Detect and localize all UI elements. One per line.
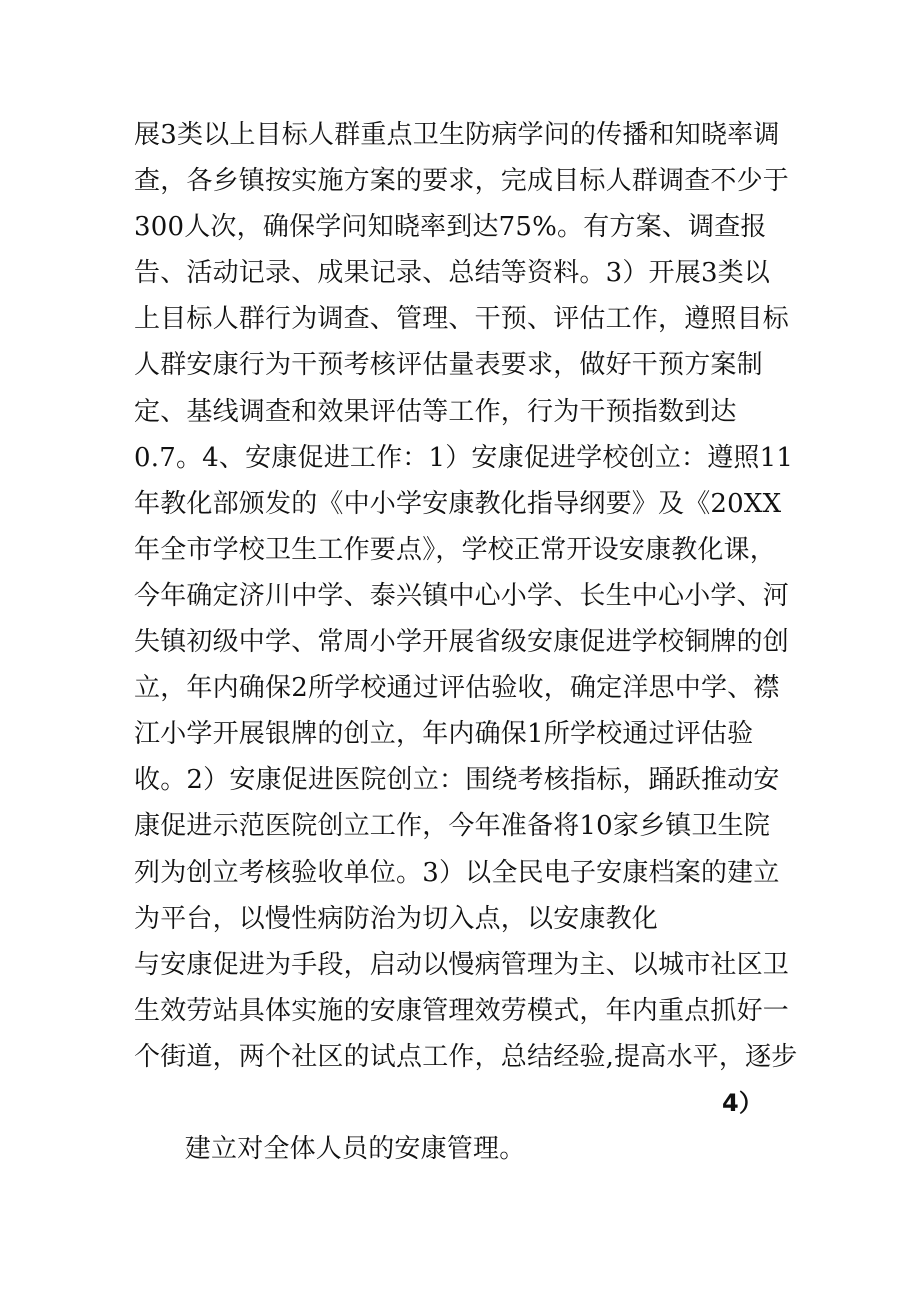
text-line: 收。2）安康促进医院创立：围绕考核指标，踊跃推动安 (134, 765, 780, 796)
text-line: 上目标人群行为调查、管理、干预、评估工作，遵照目标 (134, 304, 790, 335)
text-line: 年全市学校卫生工作要点》，学校正常开设安康教化课， (134, 534, 777, 565)
text-line: 立，年内确保2所学校通过评估验收，确定洋思中学、襟 (134, 673, 780, 704)
body-paragraph (134, 112, 798, 1165)
text-line: 展3类以上目标人群重点卫生防病学问的传播和知晓率调 (134, 120, 780, 150)
text-line: 生效劳站具体实施的安康管理效劳模式，年内重点抓好一 (134, 995, 790, 1026)
trailing-item-number: 4） (722, 1088, 764, 1117)
text-line: 江小学开展银牌的创立，年内确保1所学校通过评估验 (134, 719, 754, 750)
text-line: 个街道，两个社区的试点工作，总结经验,提高水平，逐步 (134, 1041, 798, 1072)
text-line-last (134, 1080, 794, 1165)
text-line: 为平台，以慢性病防治为切入点，以安康教化 (134, 903, 659, 934)
last-line-text: 建立对全体人员的安康管理。 (184, 1134, 526, 1165)
text-line: 告、活动记录、成果记录、总结等资料。3）开展3类以 (134, 258, 771, 289)
text-line: 失镇初级中学、常周小学开展省级安康促进学校铜牌的创 (134, 627, 790, 658)
text-line: 人群安康行为干预考核评估量表要求，做好干预方案制 (134, 350, 763, 381)
text-line: 与安康促进为手段，启动以慢病管理为主、以城市社区卫 (134, 949, 790, 980)
text-line: 查，各乡镇按实施方案的要求，完成目标人群调查不少于 (134, 166, 790, 197)
text-line: 康促进示范医院创立工作，今年准备将10家乡镇卫生院 (134, 811, 771, 842)
text-line: 0.7。4、安康促进工作：1）安康促进学校创立：遵照11 (134, 442, 794, 473)
text-line: 定、基线调查和效果评估等工作，行为干预指数到达 (134, 396, 737, 427)
text-line: 300人次，确保学问知晓率到达75%。有方案、调查报 (134, 212, 767, 243)
text-line: 今年确定济川中学、泰兴镇中心小学、长生中心小学、河 (134, 580, 790, 611)
text-line: 年教化部颁发的《中小学安康教化指导纲要》及《20XX (134, 488, 782, 519)
text-line: 列为创立考核验收单位。3）以全民电子安康档案的建立 (134, 857, 780, 888)
